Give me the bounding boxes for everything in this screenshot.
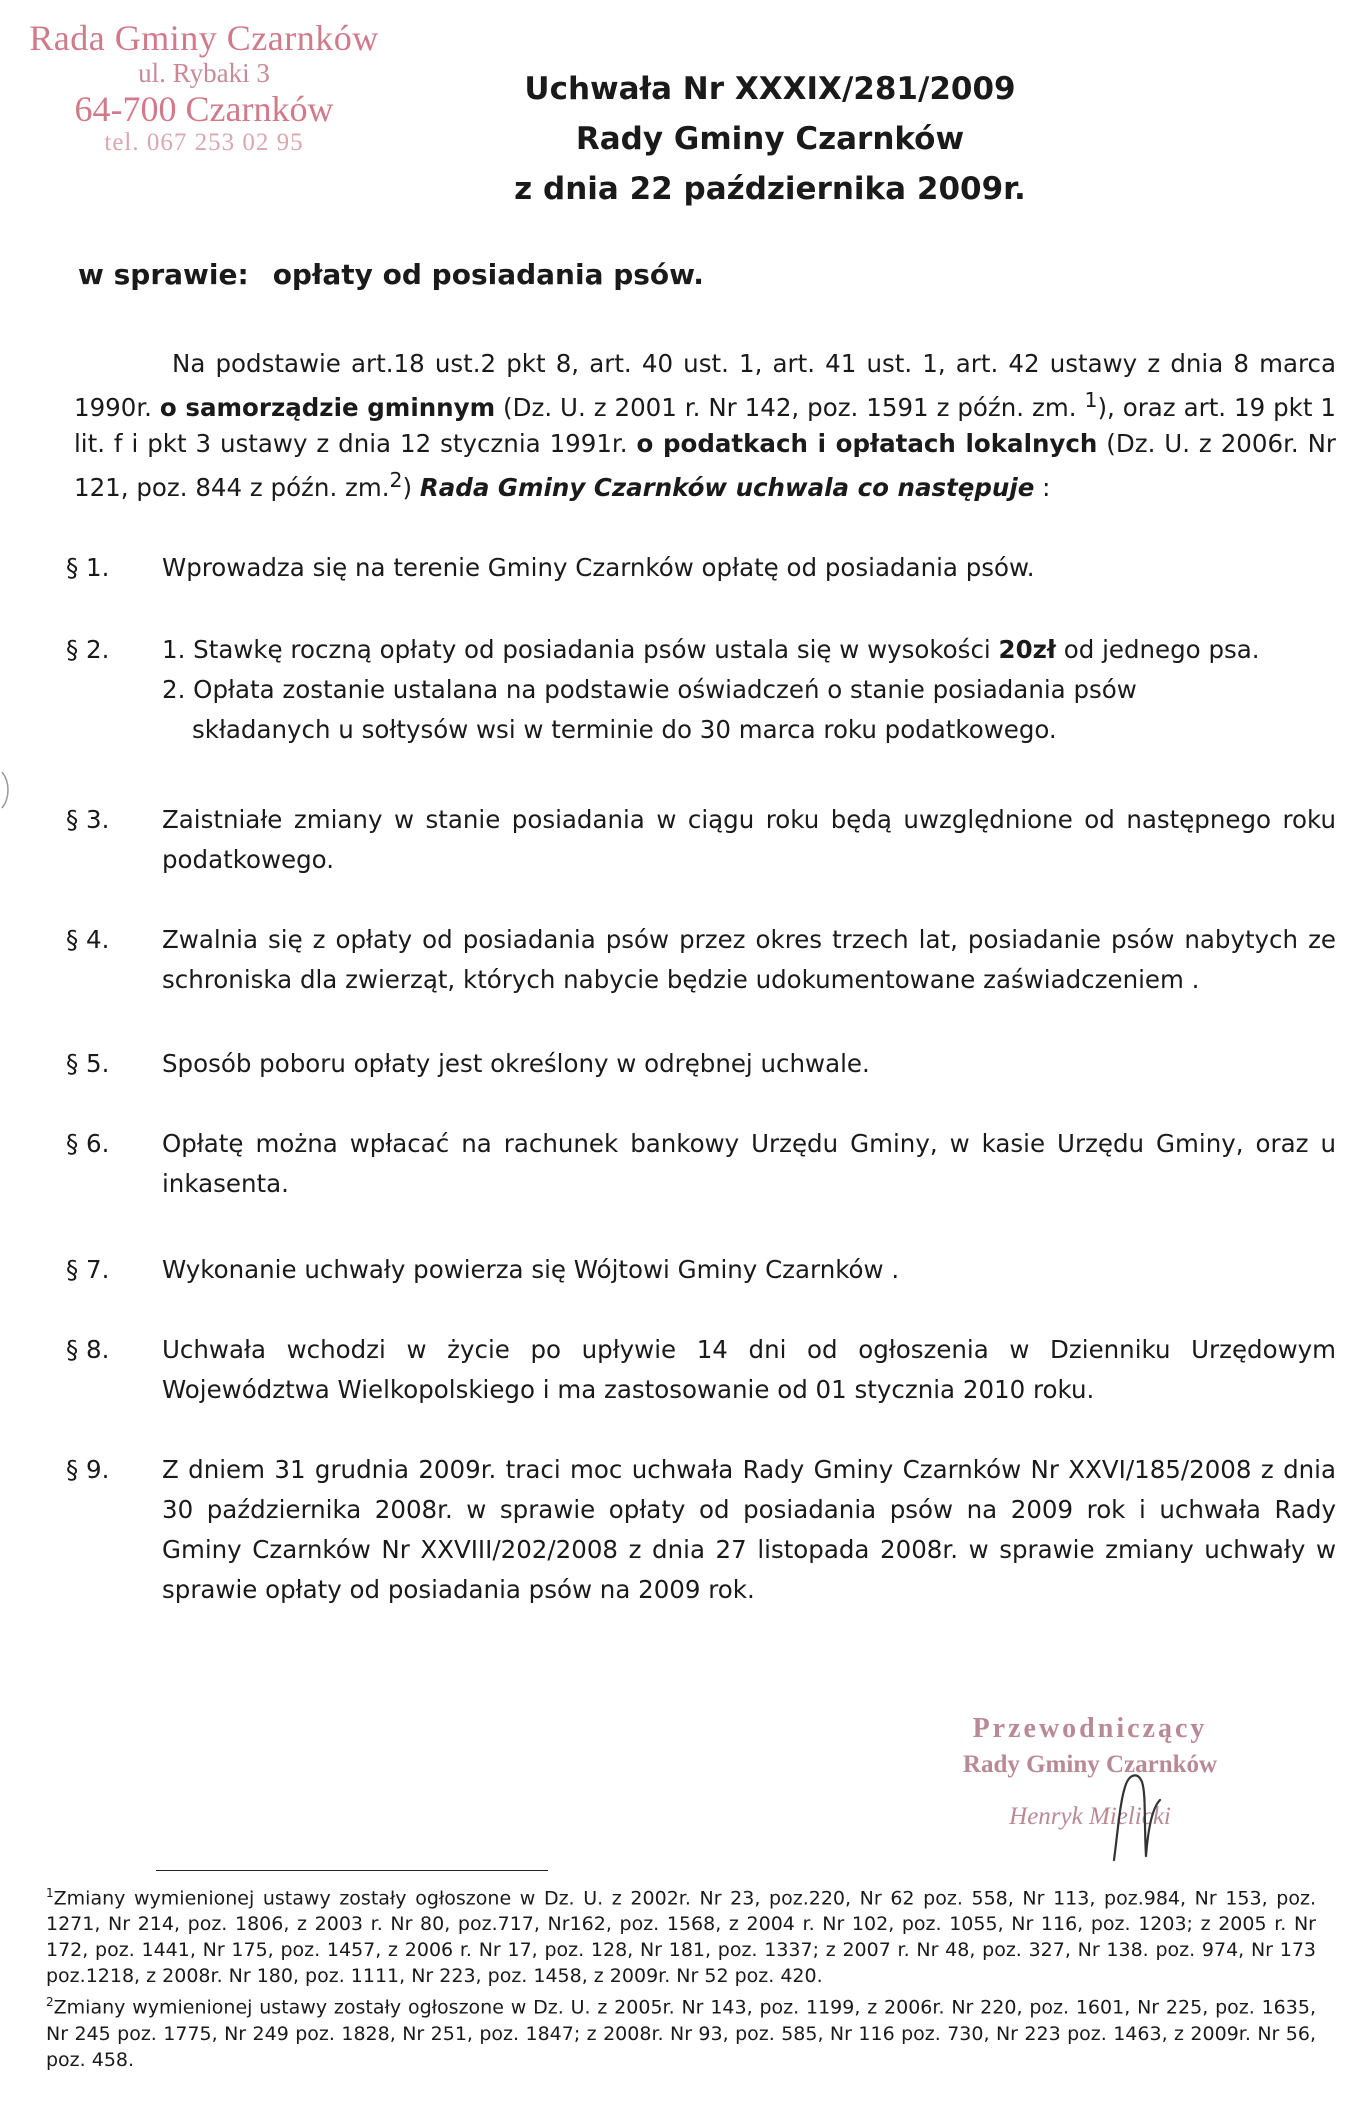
section-5 — [66, 1044, 1336, 1084]
chairman-signature-stamp — [940, 1710, 1240, 1833]
section-2-item-2-cont: składanych u sołtysów wsi w terminie do 30 marca roku podatkowego. — [192, 715, 1057, 744]
section-6 — [66, 1124, 1336, 1204]
footnote-text: Zmiany wymienionej ustawy zostały ogłoszone w Dz. U. z 2005r. Nr 143, poz. 1199, z 2006r. Nr 220, poz. 1601, Nr 225, poz. 1635, Nr 245 poz. 1775, Nr 249 poz. 1828, Nr 251, poz. 1847; z 2008r. Nr 93, poz. 585, Nr 116 poz. 730, Nr 223 poz. 1463, z 2009r. Nr 56, poz. 458. — [46, 1996, 1316, 2071]
section-number: § 7. — [66, 1255, 110, 1284]
preamble-act-2: o podatkach i opłatach lokalnych — [636, 429, 1098, 459]
preamble-text-1: Na podstawie art.18 ust.2 pkt 8, art. 40 ust. 1, art. 41 ust. 1, art. 42 ustawy z dnia 8 marca 1990r. — [74, 349, 1336, 423]
office-stamp — [14, 18, 394, 157]
handwritten-signature-icon — [1100, 1760, 1180, 1870]
section-number: § 1. — [66, 553, 110, 582]
section-7 — [66, 1250, 1336, 1290]
issuing-body: Rady Gminy Czarnków — [575, 121, 965, 157]
resolution-number: Uchwała Nr XXXIX/281/2009 — [524, 71, 1016, 107]
footnote-marker: 1 — [46, 1886, 54, 1900]
section-1 — [66, 548, 1336, 588]
section-8 — [66, 1330, 1336, 1410]
stamp-line-street: ul. Rybaki 3 — [138, 58, 270, 89]
section-number: § 2. — [66, 635, 110, 664]
section-number: § 6. — [66, 1129, 110, 1158]
preamble-resolves: Rada Gminy Czarnków uchwala co następuje — [419, 473, 1035, 503]
section-text: Wprowadza się na terenie Gminy Czarnków opłatę od posiadania psów. — [162, 553, 1035, 582]
preamble-text-6: : — [1034, 473, 1051, 503]
resolution-date: z dnia 22 października 2009r. — [514, 171, 1026, 207]
preamble-act-1: o samorządzie gminnym — [159, 393, 496, 423]
preamble-text-5: ) — [402, 473, 420, 503]
footnote-separator — [156, 1870, 548, 1871]
document-header — [400, 64, 1140, 214]
footnote-ref-2: 2 — [389, 468, 403, 493]
section-number: § 3. — [66, 805, 110, 834]
section-2 — [66, 630, 1336, 750]
section-text: Z dniem 31 grudnia 2009r. traci moc uchwała Rady Gminy Czarnków Nr XXVI/185/2008 z dnia 30 października 2008r. w sprawie opłaty od posiadania psów na 2009 rok i uchwała Rady Gminy Czarnków Nr XXVIII/202/2008 z dnia 27 listopada 2008r. w sprawie zmiany uchwały w sprawie opłaty od posiadania psów na 2009 rok. — [162, 1455, 1336, 1604]
section-2-item-2: 2. Opłata zostanie ustalana na podstawie oświadczeń o stanie posiadania psów — [162, 675, 1137, 704]
preamble-text-4: (Dz. U. z 2006r. Nr 121, poz. 844 z późn. zm. — [74, 429, 1337, 503]
rate-amount: 20zł — [998, 635, 1056, 664]
section-number: § 4. — [66, 925, 110, 954]
footnotes — [46, 1880, 1316, 2073]
section-9 — [66, 1450, 1336, 1610]
section-number: § 8. — [66, 1335, 110, 1364]
signature-body: Rady Gminy Czarnków — [962, 1750, 1218, 1778]
signature-name: Henryk Mielicki — [1009, 1802, 1171, 1830]
section-number: § 5. — [66, 1049, 110, 1078]
preamble-text-2: (Dz. U. z 2001 r. Nr 142, poz. 1591 z późn. zm. — [495, 393, 1085, 423]
subject-text: opłaty od posiadania psów. — [272, 258, 704, 291]
section-2-item-1: 1. Stawkę roczną opłaty od posiadania psów ustala się w wysokości 20zł od jednego psa. — [162, 635, 1260, 664]
section-3 — [66, 800, 1336, 880]
section-text: Uchwała wchodzi w życie po upływie 14 dni od ogłoszenia w Dzienniku Urzędowym Województwa Wielkopolskiego i ma zastosowanie od 01 stycznia 2010 roku. — [162, 1335, 1336, 1404]
stamp-line-city: 64-700 Czarnków — [74, 88, 334, 129]
section-4 — [66, 920, 1336, 1000]
scan-edge-mark-icon — [0, 770, 12, 810]
section-text: Opłatę można wpłacać na rachunek bankowy Urzędu Gminy, w kasie Urzędu Gminy, oraz u inkasenta. — [162, 1129, 1336, 1198]
footnote-marker: 2 — [46, 1995, 54, 2010]
section-text: Zaistniałe zmiany w stanie posiadania w ciągu roku będą uwzględnione od następnego roku podatkowego. — [162, 805, 1336, 874]
footnote-2 — [46, 1989, 1316, 2072]
footnote-1 — [46, 1880, 1316, 1989]
signature-title: Przewodniczący — [972, 1713, 1208, 1744]
stamp-line-phone: tel. 067 253 02 95 — [104, 128, 304, 156]
preamble — [74, 346, 1336, 506]
section-text: Sposób poboru opłaty jest określony w odrębnej uchwale. — [162, 1049, 870, 1078]
subject-label: w sprawie: — [78, 258, 249, 291]
section-text: Zwalnia się z opłaty od posiadania psów przez okres trzech lat, posiadanie psów nabytych ze schroniska dla zwierząt, których nabycie będzie udokumentowane zaświadczeniem . — [162, 925, 1336, 994]
section-number: § 9. — [66, 1455, 110, 1484]
section-text: Wykonanie uchwały powierza się Wójtowi Gminy Czarnków . — [162, 1255, 900, 1284]
footnote-ref-1: 1 — [1084, 388, 1098, 412]
preamble-text-3: ), oraz art. 19 pkt 1 lit. f i pkt 3 ustawy z dnia 12 stycznia 1991r. — [74, 393, 1337, 459]
footnote-text: Zmiany wymienionej ustawy zostały ogłoszone w Dz. U. z 2002r. Nr 23, poz.220, Nr 62 poz. 558, Nr 113, poz.984, Nr 153, poz. 1271, Nr 214, poz. 1806, z 2003 r. Nr 80, poz.717, Nr162, poz. 1568, z 2004 r. Nr 102, poz. 1055, Nr 116, poz. 1203; z 2005 r. Nr 172, poz. 1441, Nr 175, poz. 1457, z 2006 r. Nr 17, poz. 128, Nr 181, poz. 1337; z 2007 r. Nr 48, poz. 327, Nr 138. poz. 974, Nr 173 poz.1218, z 2008r. Nr 180, poz. 1111, Nr 223, poz. 1458, z 2009r. Nr 52 poz. 420. — [46, 1887, 1316, 1988]
subject-line — [78, 258, 704, 291]
stamp-line-name: Rada Gminy Czarnków — [29, 18, 379, 58]
